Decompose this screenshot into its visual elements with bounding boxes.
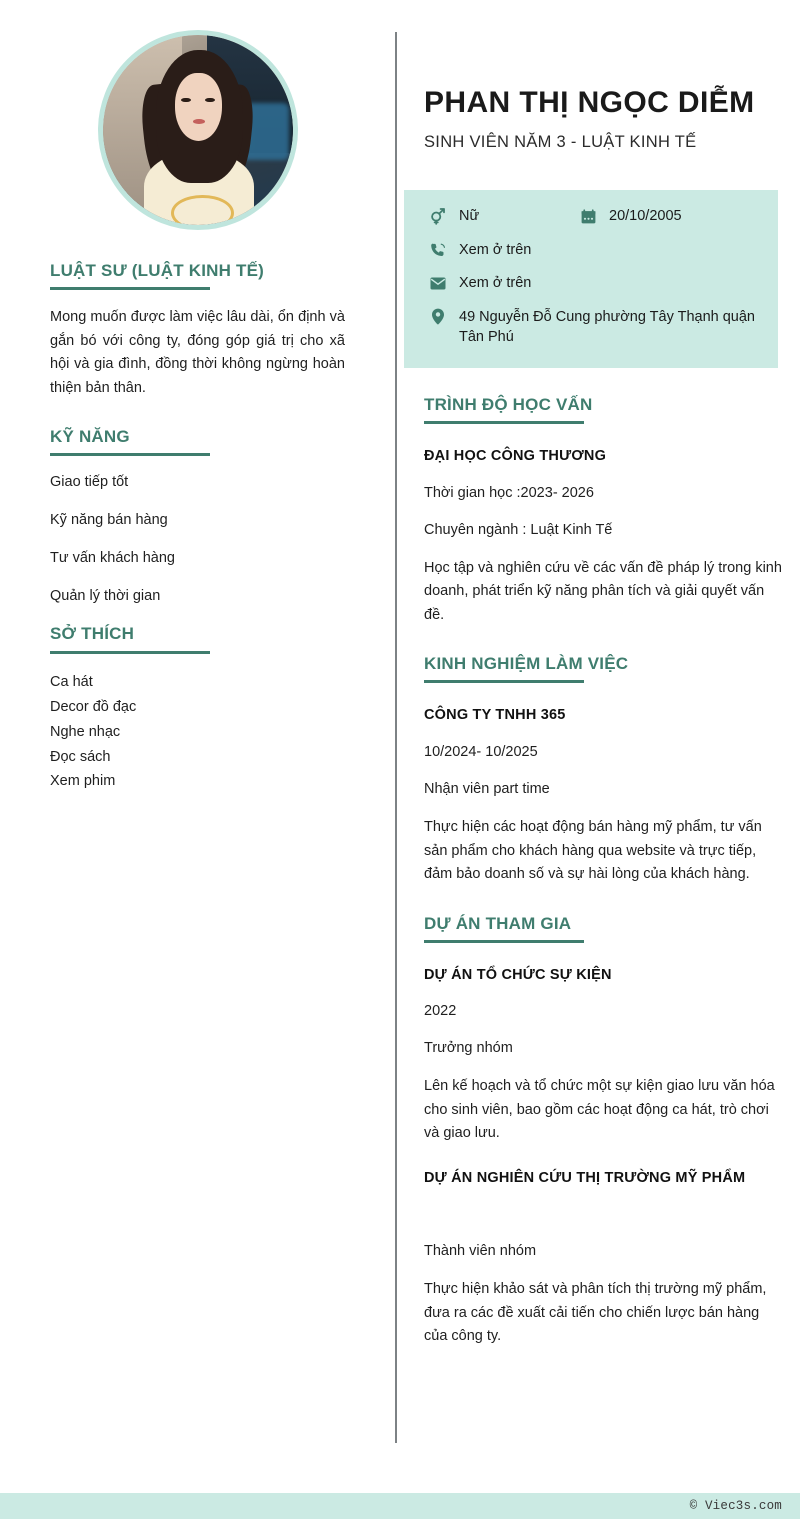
experience-time: 10/2024- 10/2025 <box>424 744 538 761</box>
list-item: Kỹ năng bán hàng <box>50 512 168 529</box>
objective-text: Mong muốn được làm việc lâu dài, ổn định và gắn bó với công ty, đóng góp giá trị cho xã hội và gia đình, đồng thời không ngừng hoàn thiện bản thân. <box>50 309 345 396</box>
education-entry <box>424 446 782 627</box>
experience-entry <box>424 705 782 886</box>
project-description: Thực hiện khảo sát và phân tích thị trường mỹ phẩm, đưa ra các đề xuất cải tiến cho chiến lược bán hàng của công ty. <box>424 1281 767 1345</box>
education-description: Học tập và nghiên cứu về các vấn đề pháp lý trong kinh doanh, phát triển kỹ năng phân tích và giải quyết vấn đề. <box>424 559 782 623</box>
experience-heading-rule <box>424 680 584 683</box>
main-column <box>404 0 800 1349</box>
list-item: Decor đồ đạc <box>50 698 137 715</box>
contact-info-block <box>404 190 778 368</box>
list-item: Giao tiếp tốt <box>50 474 129 491</box>
contact-address <box>428 307 760 348</box>
experience-description: Thực hiện các hoạt động bán hàng mỹ phẩm, tư vấn sản phẩm cho khách hàng qua website và trực tiếp, đảm bảo doanh số và sự hài lòng của khách hàng. <box>424 819 762 883</box>
column-divider <box>395 32 397 1443</box>
project-entry <box>424 965 782 1146</box>
profile-photo <box>103 35 293 225</box>
objective-heading: LUẬT SƯ (LUẬT KINH TẾ) <box>50 261 264 280</box>
address-value: 49 Nguyễn Đỗ Cung phường Tây Thạnh quận Tân Phú <box>459 308 755 346</box>
projects-heading: DỰ ÁN THAM GIA <box>424 913 572 933</box>
copyright-text: © Viec3s.com <box>689 1499 782 1513</box>
list-item: Ca hát <box>50 673 93 690</box>
phone-value: Xem ở trên <box>459 241 532 258</box>
project-time <box>424 1204 782 1225</box>
projects-section <box>424 913 782 1349</box>
project-title: DỰ ÁN TỔ CHỨC SỰ KIỆN <box>424 966 612 983</box>
project-position: Trưởng nhóm <box>424 1040 513 1057</box>
experience-heading: KINH NGHIỆM LÀM VIỆC <box>424 654 629 674</box>
education-school: ĐẠI HỌC CÔNG THƯƠNG <box>424 448 607 465</box>
location-pin-icon <box>428 307 448 327</box>
contact-email <box>428 273 760 294</box>
education-time: Thời gian học :2023- 2026 <box>424 484 594 501</box>
project-time: 2022 <box>424 1003 457 1020</box>
skills-heading-rule <box>50 453 210 456</box>
birthday-value: 20/10/2005 <box>609 208 682 224</box>
project-position: Thành viên nhóm <box>424 1243 537 1260</box>
contact-birthday <box>578 206 682 227</box>
job-title: SINH VIÊN NĂM 3 - LUẬT KINH TẾ <box>424 133 697 151</box>
gender-value: Nữ <box>459 208 480 224</box>
contact-gender <box>428 206 578 227</box>
list-item: Đọc sách <box>50 748 111 765</box>
hobbies-heading-rule <box>50 651 210 654</box>
calendar-icon <box>578 206 598 226</box>
hobbies-heading: SỞ THÍCH <box>50 624 135 644</box>
gender-icon <box>428 206 448 226</box>
experience-position: Nhận viên part time <box>424 781 550 798</box>
envelope-icon <box>428 273 448 293</box>
skills-list <box>50 472 345 607</box>
sidebar-column <box>0 0 395 794</box>
footer-bar <box>0 1493 800 1519</box>
phone-icon <box>428 240 448 260</box>
contact-row-gender-birthday <box>428 206 760 227</box>
page-title: PHAN THỊ NGỌC DIỄM <box>424 86 755 119</box>
list-item: Quản lý thời gian <box>50 587 161 604</box>
education-heading-rule <box>424 421 584 424</box>
project-description: Lên kế hoạch và tổ chức một sự kiện giao lưu văn hóa cho sinh viên, bao gồm các hoạt động ca hát, trò chơi và giao lưu. <box>424 1078 775 1142</box>
experience-section <box>424 653 782 886</box>
list-item: Tư vấn khách hàng <box>50 549 175 566</box>
avatar <box>98 30 298 230</box>
project-title: DỰ ÁN NGHIÊN CỨU THỊ TRƯỜNG MỸ PHẨM <box>424 1169 746 1186</box>
project-entry <box>424 1168 782 1349</box>
education-section <box>424 394 782 627</box>
projects-heading-rule <box>424 940 584 943</box>
experience-company: CÔNG TY TNHH 365 <box>424 707 566 724</box>
contact-phone <box>428 240 760 261</box>
hobbies-list <box>50 670 345 795</box>
list-item: Xem phim <box>50 773 116 790</box>
education-heading: TRÌNH ĐỘ HỌC VẤN <box>424 394 593 414</box>
list-item: Nghe nhạc <box>50 723 121 740</box>
email-value: Xem ở trên <box>459 275 532 292</box>
skills-heading: KỸ NĂNG <box>50 427 130 447</box>
objective-heading-rule <box>50 287 210 290</box>
education-major: Chuyên ngành : Luật Kinh Tế <box>424 521 613 538</box>
